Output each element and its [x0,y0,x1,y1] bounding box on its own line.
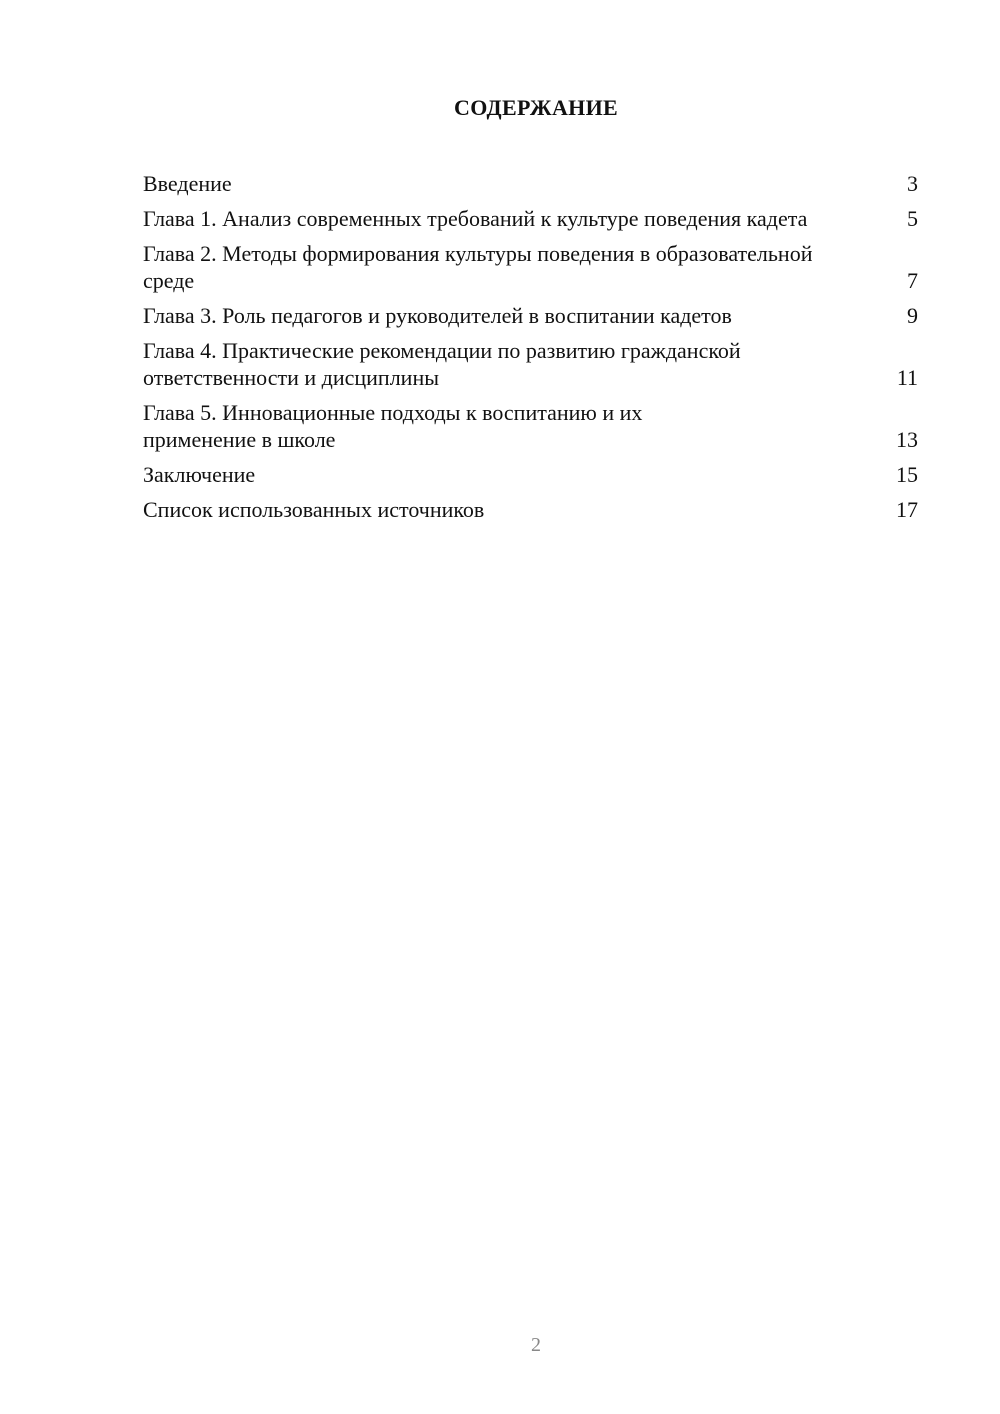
toc-entry-page: 3 [907,171,918,196]
toc-entry-chapter-1 [143,205,918,232]
toc-entry-chapter-2 [143,240,918,294]
toc-entry-title: Глава 4. Практические рекомендации по развитию гражданской ответственности и дисциплины [143,338,741,390]
toc-entry-page: 13 [896,427,918,452]
toc-entry-chapter-5 [143,399,918,453]
toc-entry-title: Глава 5. Инновационные подходы к воспитанию и их применение в школе [143,400,643,452]
toc-entry-chapter-4 [143,337,918,391]
toc-entry-references [143,496,918,523]
toc-entry-page: 7 [907,268,918,293]
page-number: 2 [531,1334,541,1356]
toc-entry-title: Введение [143,171,232,196]
toc-entry-page: 5 [907,206,918,231]
table-of-contents [143,170,918,531]
toc-entry-page: 17 [896,497,918,522]
toc-entry-title: Заключение [143,462,256,487]
toc-entry-page: 11 [896,365,918,390]
toc-entry-page: 15 [896,462,918,487]
toc-entry-title: Глава 1. Анализ современных требований к культуре поведения кадета [143,206,808,231]
toc-entry-chapter-3 [143,302,918,329]
toc-entry-introduction [143,170,918,197]
toc-entry-title: Глава 3. Роль педагогов и руководителей в воспитании кадетов [143,303,732,328]
toc-entry-title: Список использованных источников [143,497,485,522]
toc-entry-conclusion [143,461,918,488]
toc-entry-page: 9 [907,303,918,328]
page-title: СОДЕРЖАНИЕ [454,95,618,120]
toc-entry-title: Глава 2. Методы формирования культуры поведения в образовательной среде [143,241,813,293]
